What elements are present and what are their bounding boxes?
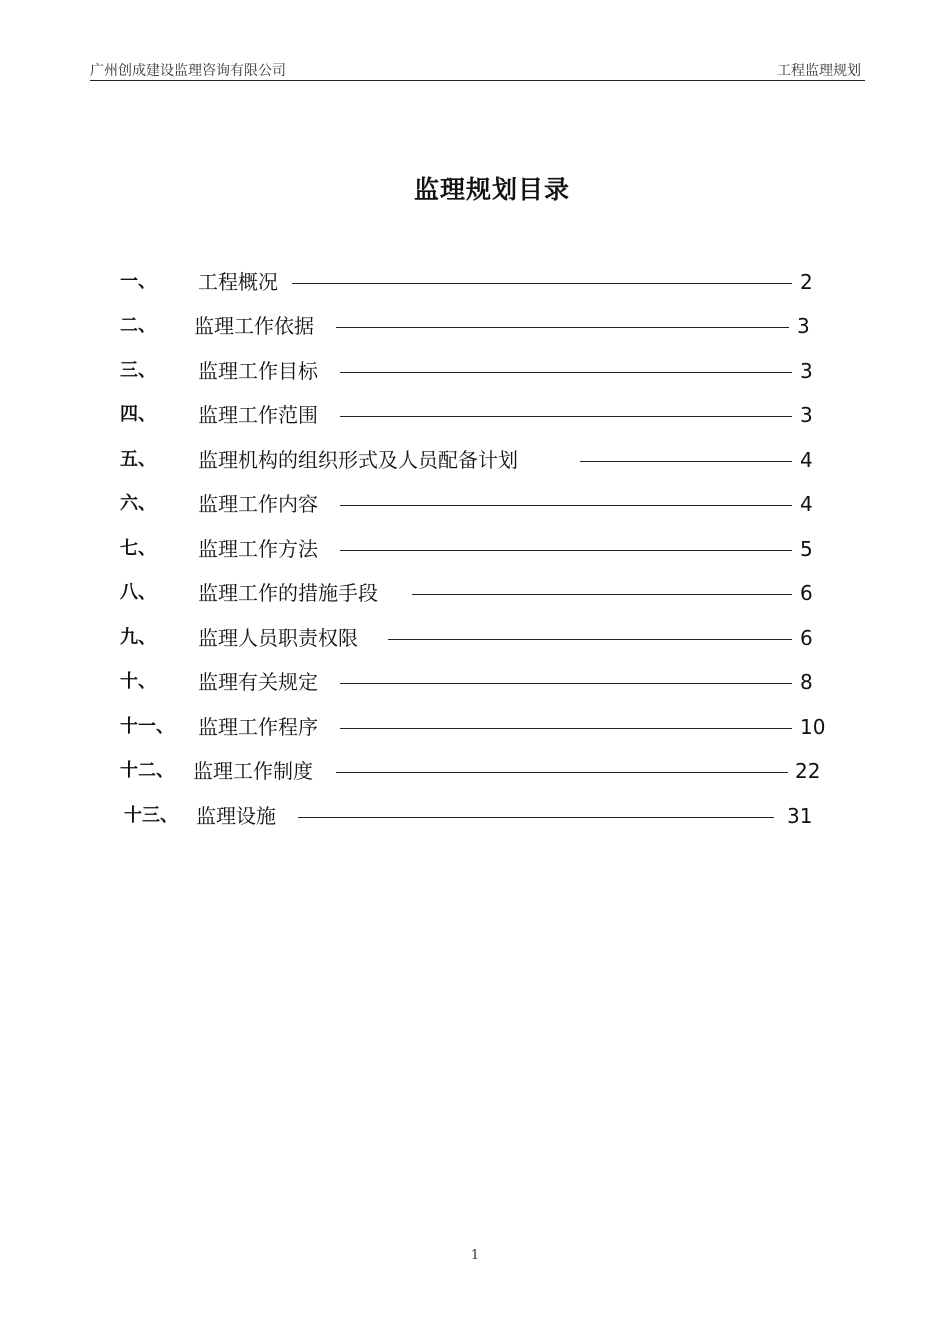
page-title: 监理规划目录 (413, 175, 570, 204)
toc-leader (298, 796, 774, 836)
toc-leader (340, 529, 792, 569)
toc-page: 31 (787, 804, 813, 828)
toc-entry[interactable] (0, 484, 950, 524)
toc-entry[interactable] (0, 618, 950, 658)
toc-leader (340, 351, 792, 391)
toc-entry[interactable] (0, 529, 950, 569)
toc-leader (412, 573, 792, 613)
toc-number: 十二、 (120, 760, 174, 781)
toc-page: 3 (797, 314, 810, 338)
page-header (90, 58, 865, 81)
toc-page: 8 (800, 670, 813, 694)
toc-text: 监理工作制度 (193, 759, 313, 783)
header-company: 广州创成建设监理咨询有限公司 (90, 63, 286, 79)
toc-number: 十、 (120, 671, 156, 692)
toc-number: 五、 (120, 449, 156, 470)
toc-number: 一、 (120, 271, 156, 292)
toc-page: 5 (800, 537, 813, 561)
toc-text: 监理工作依据 (194, 314, 314, 338)
toc-entry[interactable] (0, 395, 950, 435)
toc-entry[interactable] (0, 662, 950, 702)
toc-leader (340, 395, 792, 435)
toc-page: 4 (800, 448, 813, 472)
toc-text: 监理设施 (196, 804, 276, 828)
toc-leader (336, 751, 788, 791)
toc-number: 十三、 (124, 805, 178, 826)
toc-page: 6 (800, 581, 813, 605)
toc-entry[interactable] (0, 707, 950, 747)
toc-text: 监理有关规定 (198, 670, 318, 694)
toc-entry[interactable] (0, 796, 950, 836)
toc-page: 6 (800, 626, 813, 650)
toc-number: 七、 (120, 538, 156, 559)
header-doc-title: 工程监理规划 (777, 63, 861, 79)
toc-text: 监理机构的组织形式及人员配备计划 (198, 448, 518, 472)
toc-number: 九、 (120, 627, 156, 648)
toc-text: 监理工作方法 (198, 537, 318, 561)
toc-text: 监理工作范围 (198, 403, 318, 427)
toc-entry[interactable] (0, 751, 950, 791)
toc-entry[interactable] (0, 440, 950, 480)
toc-page: 22 (795, 759, 821, 783)
toc-text: 监理工作内容 (198, 492, 318, 516)
toc-number: 三、 (120, 360, 156, 381)
page-number: 1 (470, 1248, 480, 1263)
toc-leader (340, 484, 792, 524)
toc-page: 10 (800, 715, 826, 739)
toc-leader (340, 662, 792, 702)
toc-number: 八、 (120, 582, 156, 603)
toc-page: 3 (800, 403, 813, 427)
toc-text: 监理工作目标 (198, 359, 318, 383)
toc-entry[interactable] (0, 306, 950, 346)
toc-entry[interactable] (0, 351, 950, 391)
toc-number: 二、 (120, 315, 156, 336)
toc-page: 3 (800, 359, 813, 383)
toc-leader (336, 306, 789, 346)
toc-text: 工程概况 (198, 270, 278, 294)
toc-leader (340, 707, 792, 747)
toc-number: 四、 (120, 404, 156, 425)
toc-leader (388, 618, 792, 658)
toc-leader (580, 440, 792, 480)
toc-number: 六、 (120, 493, 156, 514)
toc-leader (292, 262, 792, 302)
toc-text: 监理工作的措施手段 (198, 581, 378, 605)
toc-page: 2 (800, 270, 813, 294)
toc-text: 监理人员职责权限 (198, 626, 358, 650)
toc-text: 监理工作程序 (198, 715, 318, 739)
toc-entry[interactable] (0, 262, 950, 302)
toc-entry[interactable] (0, 573, 950, 613)
toc-page: 4 (800, 492, 813, 516)
toc-number: 十一、 (120, 716, 174, 737)
